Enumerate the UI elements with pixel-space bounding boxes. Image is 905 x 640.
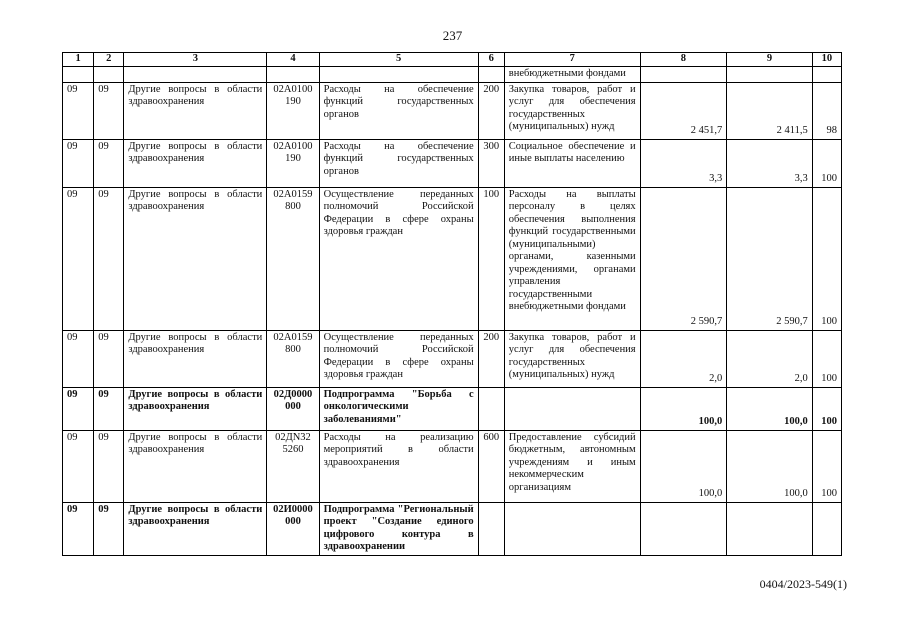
- table-cell-c1: 09: [63, 330, 94, 387]
- table-cell-c10: 100: [812, 387, 841, 430]
- table-cell-c4: 02ДN32 5260: [267, 430, 319, 502]
- table-cell-c7: [504, 387, 640, 430]
- col-header: 3: [124, 53, 267, 67]
- col-header: 7: [504, 53, 640, 67]
- table-cell-c2: 09: [94, 139, 124, 187]
- table-cell-c3: Другие вопросы в области здравоохранения: [124, 139, 267, 187]
- col-header: 2: [94, 53, 124, 67]
- table-row: [63, 387, 842, 430]
- table-cell-c2: [94, 67, 124, 83]
- table-cell-c6: [478, 67, 504, 83]
- table-cell-c2: 09: [94, 430, 124, 502]
- table-cell-c5: Расходы на реализацию мероприятий в области здравоохранения: [319, 430, 478, 502]
- table-cell-c7: Закупка товаров, работ и услуг для обеспечения государственных (муниципальных) нужд: [504, 330, 640, 387]
- table-row: [63, 330, 842, 387]
- col-header: 8: [640, 53, 727, 67]
- table-cell-c4: 02А0159 800: [267, 330, 319, 387]
- budget-table: [62, 52, 842, 556]
- table-cell-c7: [504, 502, 640, 555]
- table-cell-c8: 2 451,7: [640, 82, 727, 139]
- table-cell-c9: 100,0: [727, 387, 813, 430]
- table-cell-c2: 09: [94, 330, 124, 387]
- table-cell-c4: 02А0100 190: [267, 139, 319, 187]
- table-cell-c1: 09: [63, 139, 94, 187]
- table-cell-c9: 2,0: [727, 330, 813, 387]
- table-cell-c2: 09: [94, 82, 124, 139]
- document-code: 0404/2023-549(1): [759, 577, 847, 591]
- table-cell-c8: 3,3: [640, 139, 727, 187]
- table-cell-c6: 300: [478, 139, 504, 187]
- table-cell-c2: 09: [94, 387, 124, 430]
- table-header-row: [63, 53, 842, 67]
- table-cell-c3: Другие вопросы в области здравоохранения: [124, 387, 267, 430]
- col-header: 1: [63, 53, 94, 67]
- table-cell-c9: 2 411,5: [727, 82, 813, 139]
- page-number: 237: [442, 28, 463, 43]
- table-cell-c2: 09: [94, 187, 124, 330]
- table-cell-c10: 100: [812, 430, 841, 502]
- table-cell-c10: 100: [812, 187, 841, 330]
- table-cell-c3: Другие вопросы в области здравоохранения: [124, 430, 267, 502]
- table-cell-c2: 09: [94, 502, 124, 555]
- table-cell-c7: Предоставление субсидий бюджетным, автономным учреждениям и иным некоммерческим организациям: [504, 430, 640, 502]
- table-cell-c4: 02А0100 190: [267, 82, 319, 139]
- table-cell-c1: 09: [63, 187, 94, 330]
- table-cell-c4: [267, 67, 319, 83]
- table-cell-c1: 09: [63, 430, 94, 502]
- table-cell-c5: Осуществление переданных полномочий Российской Федерации в сфере охраны здоровья граждан: [319, 187, 478, 330]
- table-cell-c6: 200: [478, 82, 504, 139]
- table-cell-c7: внебюджетными фондами: [504, 67, 640, 83]
- table-cell-c8: [640, 502, 727, 555]
- table-cell-c8: 100,0: [640, 387, 727, 430]
- table-cell-c8: 100,0: [640, 430, 727, 502]
- table-cell-c1: 09: [63, 82, 94, 139]
- table-cell-c5: Расходы на обеспечение функций государственных органов: [319, 139, 478, 187]
- table-cell-c3: Другие вопросы в области здравоохранения: [124, 187, 267, 330]
- table-cell-c1: 09: [63, 387, 94, 430]
- table-cell-c5: Подпрограмма "Борьба с онкологическими заболеваниями": [319, 387, 478, 430]
- table-cell-c9: 100,0: [727, 430, 813, 502]
- table-row: [63, 82, 842, 139]
- table-cell-c6: [478, 502, 504, 555]
- table-cell-c1: 09: [63, 502, 94, 555]
- table-cell-c1: [63, 67, 94, 83]
- col-header: 4: [267, 53, 319, 67]
- table-cell-c10: 98: [812, 82, 841, 139]
- col-header: 10: [812, 53, 841, 67]
- table-cell-c3: Другие вопросы в области здравоохранения: [124, 502, 267, 555]
- table-cell-c4: 02Д0000 000: [267, 387, 319, 430]
- table-cell-c3: Другие вопросы в области здравоохранения: [124, 82, 267, 139]
- table-cell-c7: Социальное обеспечение и иные выплаты населению: [504, 139, 640, 187]
- col-header: 5: [319, 53, 478, 67]
- table-cell-c6: [478, 387, 504, 430]
- table-cell-c9: [727, 67, 813, 83]
- table-row: [63, 502, 842, 555]
- table-cell-c5: Подпрограмма "Региональный проект "Создание единого цифрового контура в здравоохранении: [319, 502, 478, 555]
- table-cell-c10: [812, 67, 841, 83]
- table-cell-c10: 100: [812, 330, 841, 387]
- table-cell-c5: [319, 67, 478, 83]
- table-row: [63, 187, 842, 330]
- table-cell-c7: Закупка товаров, работ и услуг для обеспечения государственных (муниципальных) нужд: [504, 82, 640, 139]
- table-cell-c8: 2,0: [640, 330, 727, 387]
- table-cell-c7: Расходы на выплаты персоналу в целях обеспечения выполнения функций государственными (муниципальными) органами, казенными учреждениями, органами управления государственными внебюджетными фондами: [504, 187, 640, 330]
- col-header: 6: [478, 53, 504, 67]
- table-cell-c4: 02И0000 000: [267, 502, 319, 555]
- col-header: 9: [727, 53, 813, 67]
- table-cell-c10: 100: [812, 139, 841, 187]
- table-row: [63, 430, 842, 502]
- table-row: [63, 139, 842, 187]
- table-cell-c5: Расходы на обеспечение функций государственных органов: [319, 82, 478, 139]
- table-cell-c8: 2 590,7: [640, 187, 727, 330]
- table-cell-c4: 02А0159 800: [267, 187, 319, 330]
- table-row: [63, 67, 842, 83]
- table-cell-c6: 100: [478, 187, 504, 330]
- table-cell-c10: [812, 502, 841, 555]
- table-cell-c5: Осуществление переданных полномочий Российской Федерации в сфере охраны здоровья граждан: [319, 330, 478, 387]
- table-cell-c9: [727, 502, 813, 555]
- table-cell-c3: [124, 67, 267, 83]
- table-cell-c6: 200: [478, 330, 504, 387]
- table-cell-c3: Другие вопросы в области здравоохранения: [124, 330, 267, 387]
- table-cell-c6: 600: [478, 430, 504, 502]
- table-cell-c9: 3,3: [727, 139, 813, 187]
- table-cell-c8: [640, 67, 727, 83]
- table-cell-c9: 2 590,7: [727, 187, 813, 330]
